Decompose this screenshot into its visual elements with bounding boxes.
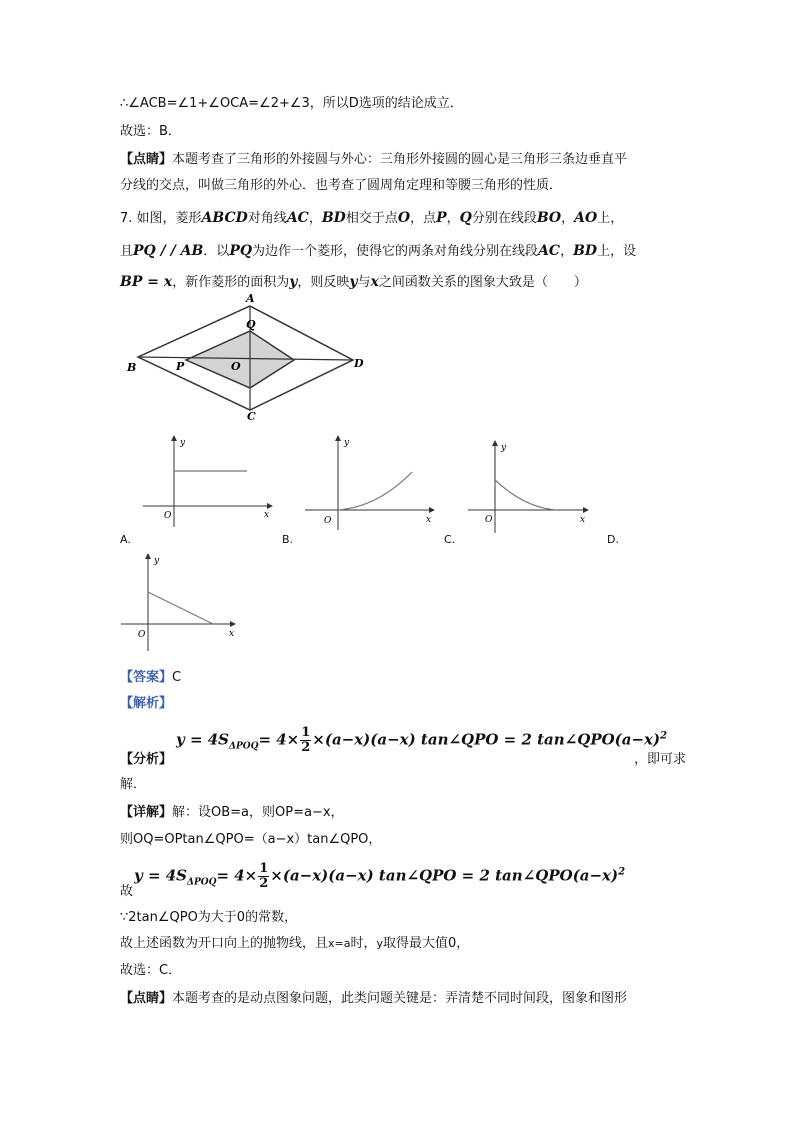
graph-option-a (140, 435, 280, 530)
detail-text: 故上述函数为开口向上的抛物线，且 (120, 936, 329, 951)
label-p: P (176, 360, 185, 373)
axis-x-label: x (426, 515, 432, 525)
origin-label: O (138, 630, 146, 640)
prev-note-line1 (120, 152, 627, 168)
q7-text: ，则反映 (297, 275, 350, 290)
final-note-text: 本题考查的是动点图象问题，此类问题关键是：弄清楚不同时间段，图象和图形 (172, 991, 628, 1006)
detail-y: y (376, 937, 384, 950)
math-ac: AC (286, 210, 309, 226)
formula-lhs: y = 4S (134, 866, 187, 885)
note-tag: 【点睛】 (120, 152, 173, 167)
option-d-label: D. (607, 533, 619, 546)
final-note-tag: 【点睛】 (120, 991, 173, 1006)
q7-text: ，点 (410, 211, 437, 226)
detail-line2: 则OQ=OPtan∠QPO=（a−x）tan∠QPO， (120, 832, 382, 847)
label-c: C (247, 410, 256, 423)
fenxi-tag-line (120, 752, 172, 768)
detail-text: 取得最大值0， (383, 936, 470, 951)
axis-x-label: x (229, 629, 235, 639)
detail-line5: 故选：C． (120, 963, 182, 978)
frac-den: 2 (259, 876, 269, 891)
math-pq: PQ (229, 243, 253, 259)
detail-tag: 【详解】 (120, 805, 173, 820)
fenxi-tail2: 解． (120, 777, 147, 792)
label-b: B (127, 361, 137, 374)
q7-text: 分别在线段 (471, 211, 537, 226)
math-p: P (436, 210, 447, 226)
q7-text: 相交于点 (345, 211, 398, 226)
math-bd: BD (321, 210, 346, 226)
detail-gu: 故 (120, 884, 134, 899)
math-q: Q (459, 210, 472, 226)
q7-text: ， (308, 211, 322, 226)
answer-value: C (172, 670, 182, 685)
detail-text: 解：设OB=a，则OP=a−x， (172, 805, 344, 820)
analysis-formula (176, 726, 667, 755)
option-a-label: A. (120, 533, 131, 546)
math-abcd: ABCD (201, 210, 248, 226)
q7-text: 且 (120, 244, 134, 259)
q7-text: 对角线 (247, 211, 287, 226)
q7-line1 (120, 210, 623, 227)
answer-tag: 【答案】 (120, 670, 173, 685)
axis-y-label: y (180, 438, 186, 448)
axis-x-label: x (580, 515, 586, 525)
math-o: O (397, 210, 411, 226)
axis-x-label: x (264, 510, 270, 520)
detail-line3: ∵2tan∠QPO为大于0的常数， (120, 910, 298, 925)
detail-x-eq-a: x=a (328, 937, 351, 950)
math-bd: BD (573, 243, 598, 259)
fraction-half (300, 726, 311, 755)
prev-note-line2: 分线的交点，叫做三角形的外心．也考查了圆周角定理和等腰三角形的性质． (120, 178, 563, 193)
label-o: O (231, 360, 241, 373)
formula-sub: ΔPOQ (229, 741, 259, 752)
rhombus-figure (118, 290, 378, 425)
label-q: Q (246, 318, 256, 331)
axis-y-label: y (501, 443, 507, 453)
graph-option-d (118, 553, 248, 653)
detail-text: 时， (350, 936, 377, 951)
axis-y-label: y (344, 438, 350, 448)
formula-lhs: y = 4S (176, 730, 229, 749)
formula-tail: (a−x) (572, 866, 619, 885)
q7-text: 之间函数关系的图象大致是（ ） (378, 275, 587, 290)
frac-num: 1 (301, 725, 311, 740)
math-y: y (289, 274, 298, 290)
analysis-tag: 【解析】 (120, 696, 173, 711)
q7-text: ．以 (203, 244, 230, 259)
q7-text: 为边作一个菱形，使得它的两条对角线分别在线段 (252, 244, 539, 259)
math-bo: BO (536, 210, 562, 226)
math-x: x (370, 274, 379, 290)
origin-label: O (324, 516, 332, 526)
origin-label: O (164, 511, 172, 521)
prev-choice: 故选：B． (120, 124, 181, 139)
graph-option-b (302, 435, 442, 530)
label-a: A (246, 292, 255, 305)
q7-text: 与 (357, 275, 371, 290)
note-text-1: 本题考查了三角形的外接圆与外心：三角形外接圆的圆心是三角形三条边垂直平 (172, 152, 628, 167)
formula-square: 2 (618, 866, 626, 878)
q7-text: ， (560, 244, 574, 259)
q7-text: 上， (597, 211, 624, 226)
q7-line3 (120, 274, 587, 291)
formula-mid: ×(a−x)(a−x) tan∠QPO = 2 tan∠QPO (270, 866, 573, 885)
frac-num: 1 (259, 861, 269, 876)
fraction-half (258, 862, 269, 891)
q7-text: ， (561, 211, 575, 226)
fenxi-tag: 【分析】 (120, 752, 173, 767)
q7-text: ， (446, 211, 460, 226)
math-y: y (349, 274, 358, 290)
q7-line2 (120, 243, 636, 260)
q7-number: 7. 如图，菱形 (120, 211, 202, 226)
detail-line1 (120, 805, 344, 821)
math-ao: AO (574, 210, 598, 226)
formula-square: 2 (660, 730, 668, 742)
prev-conclusion: ∴∠ACB=∠1+∠OCA=∠2+∠3，所以D选项的结论成立． (120, 96, 463, 111)
formula-tail: (a−x) (614, 730, 661, 749)
formula-eq: = 4× (258, 730, 300, 749)
origin-label: O (485, 515, 493, 525)
math-bp-x: BP = x (120, 274, 173, 290)
detail-formula (134, 862, 625, 891)
option-c-label: C. (444, 533, 456, 546)
graph-option-c (465, 440, 605, 535)
q7-text: 上，设 (597, 244, 637, 259)
final-note (120, 991, 627, 1007)
answer-line (120, 670, 181, 686)
math-pq-parallel-ab: PQ / / AB (133, 243, 204, 259)
frac-den: 2 (301, 740, 311, 755)
label-d: D (354, 357, 364, 370)
formula-mid: ×(a−x)(a−x) tan∠QPO = 2 tan∠QPO (312, 730, 615, 749)
formula-sub: ΔPOQ (187, 877, 217, 888)
detail-line4 (120, 936, 469, 952)
math-ac: AC (538, 243, 561, 259)
fenxi-tail: ，即可求 (634, 752, 687, 767)
formula-eq: = 4× (216, 866, 258, 885)
option-b-label: B. (282, 533, 294, 546)
axis-y-label: y (154, 556, 160, 566)
q7-text: ，新作菱形的面积为 (172, 275, 290, 290)
